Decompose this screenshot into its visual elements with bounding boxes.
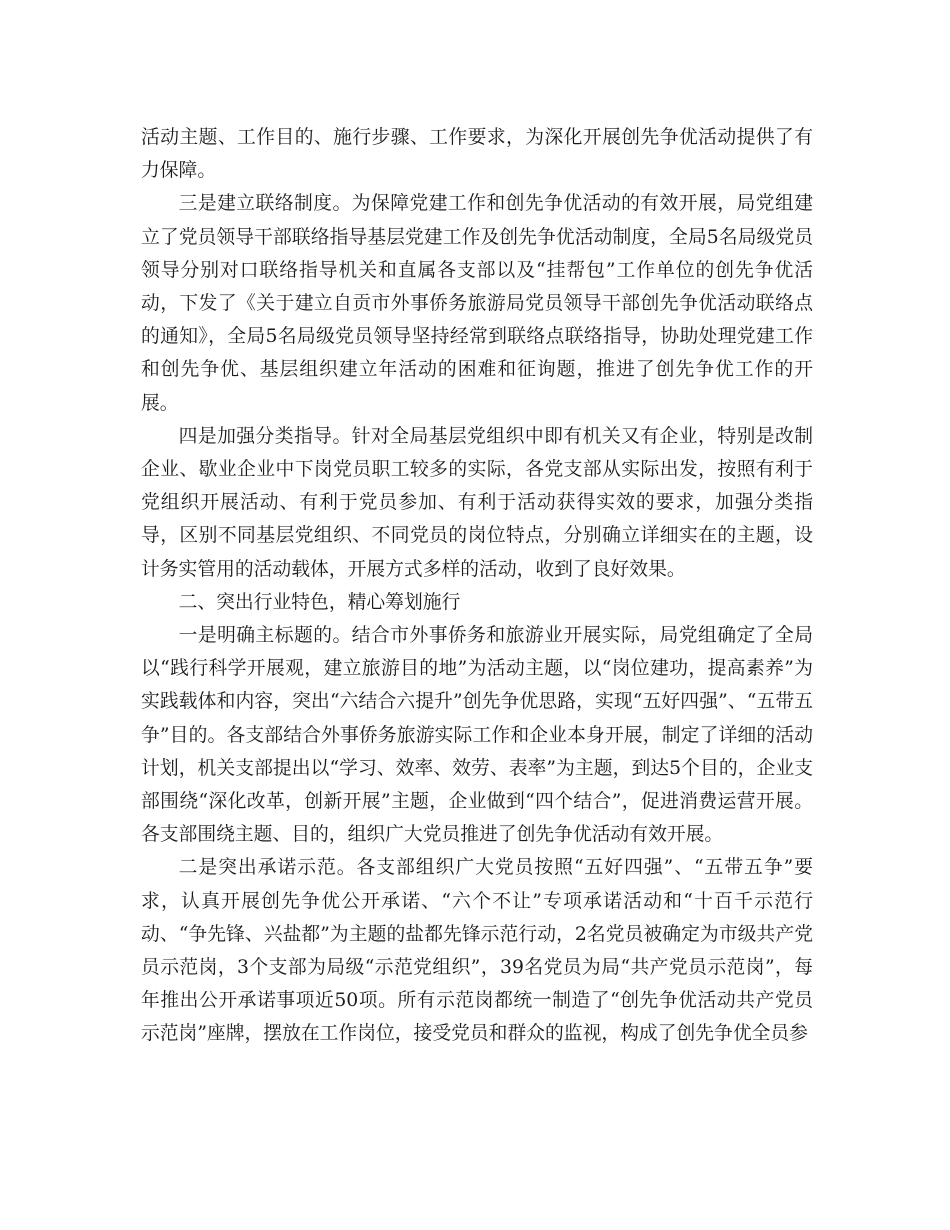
document-body bbox=[141, 121, 813, 1051]
paragraph-continuation: 活动主题、工作目的、施行步骤、工作要求，为深化开展创先争优活动提供了有力保障。 bbox=[141, 127, 813, 182]
paragraph-main-theme: 一是明确主标题的。结合市外事侨务和旅游业开展实际，局党组确定了全局以“践行科学开展观，建立旅游目的地”为活动主题，以“岗位建功，提高素养”为实践载体和内容，突出“六结合六提升”创先争优思路，实现“五好四强”、“五带五争”目的。各支部结合外事侨务旅游实际工作和企业本身开展，制定了详细的活动计划，机关支部提出以“学习、效率、效劳、表率”为主题，到达5个目的，企业支部围绕“深化改革，创新开展”主题，企业做到“四个结合”，促进消费运营开展。各支部围绕主题、目的，组织广大党员推进了创先争优活动有效开展。 bbox=[141, 625, 813, 846]
paragraph-classified-guidance: 四是加强分类指导。针对全局基层党组织中即有机关又有企业，特别是改制企业、歇业企业中下岗党员职工较多的实际，各党支部从实际出发，按照有利于党组织开展活动、有利于党员参加、有利于活动获得实效的要求，加强分类指导，区别不同基层党组织、不同党员的岗位特点，分别确立详细实在的主题，设计务实管用的活动载体，开展方式多样的活动，收到了良好效果。 bbox=[141, 425, 813, 580]
paragraph-liaison-system: 三是建立联络制度。为保障党建工作和创先争优活动的有效开展，局党组建立了党员领导干部联络指导基层党建工作及创先争优活动制度，全局5名局级党员领导分别对口联络指导机关和直属各支部以及“挂帮包”工作单位的创先争优活动，下发了《关于建立自贡市外事侨务旅游局党员领导干部创先争优活动联络点的通知》，全局5名局级党员领导坚持经常到联络点联络指导，协助处理党建工作和创先争优、基层组织建立年活动的困难和征询题，推进了创先争优工作的开展。 bbox=[141, 193, 813, 414]
paragraph-commitment-demonstration: 二是突出承诺示范。各支部组织广大党员按照“五好四强”、“五带五争”要求，认真开展创先争优公开承诺、“六个不让”专项承诺活动和“十百千示范行动、“争先锋、兴盐都”为主题的盐都先锋示范行动，2名党员被确定为市级共产党员示范岗，3个支部为局级“示范党组织”，39名党员为局“共产党员示范岗”，每年推出公开承诺事项近50项。所有示范岗都统一制造了“创先争优活动共产党员示范岗”座牌，摆放在工作岗位，接受党员和群众的监视，构成了创先争优全员参 bbox=[141, 857, 813, 1045]
section-heading: 二、突出行业特色，精心筹划施行 bbox=[178, 591, 461, 613]
